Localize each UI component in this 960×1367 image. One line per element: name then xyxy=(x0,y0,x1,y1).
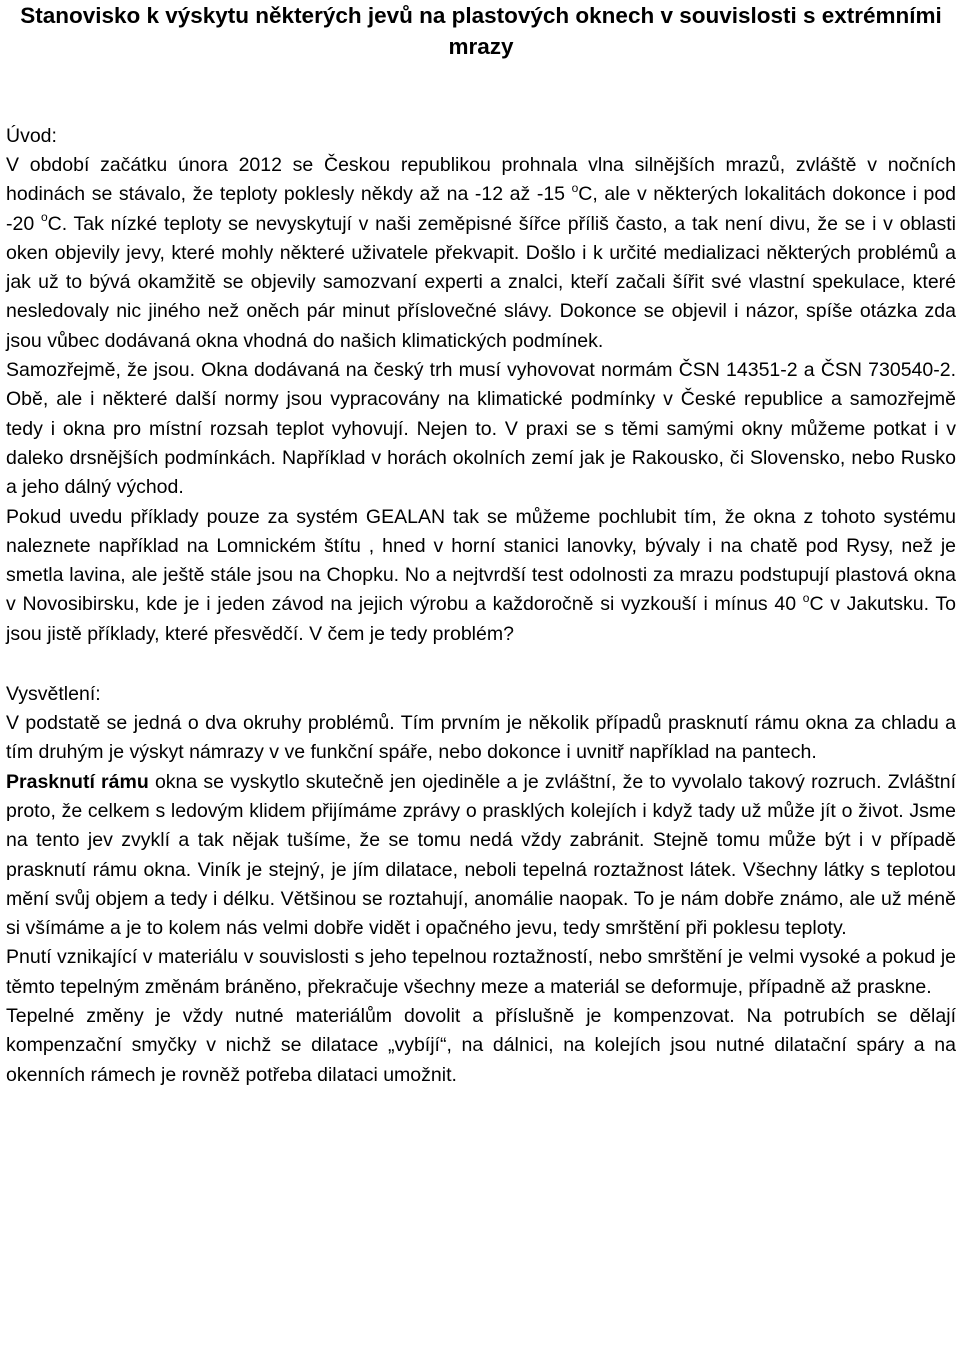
paragraph-explanation-3: Pnutí vznikající v materiálu v souvislosti s jeho tepelnou roztažností, nebo smrštění je velmi vysoké a pokud je těmto tepelným změnám bráněno, překračuje všechny meze a materiál se deformuje, případně až praskne. xyxy=(6,946,956,998)
document-page xyxy=(6,0,956,1090)
section-label-intro: Úvod: xyxy=(6,125,57,147)
paragraph-explanation-1: V podstatě se jedná o dva okruhy problémů. Tím prvním je několik případů prasknutí rámu okna za chladu a tím druhým je výskyt námrazy v ve funkční spáře, nebo dokonce i uvnitř například na pantech. xyxy=(6,712,956,764)
paragraph-intro-2: Samozřejmě, že jsou. Okna dodávaná na český trh musí vyhovovat normám ČSN 14351-2 a ČSN 730540-2. Obě, ale i některé další normy jsou vypracovány na klimatické podmínky v České republice a samozřejmě tedy i okna pro místní rozsah teplot vyhovují. Nejen to. V praxi se s těmi samými okny můžeme potkat i v daleko drsnějších podmínkách. Například v horách okolních zemí jak je Rakousko, či Slovensko, nebo Rusko a jeho dálný východ. xyxy=(6,359,956,499)
paragraph-intro-3: Pokud uvedu příklady pouze za systém GEALAN tak se můžeme pochlubit tím, že okna z tohoto systému naleznete například na Lomnickém štítu , hned v horní stanici lanovky, bývaly i na chatě pod Rysy, než je smetla lavina, ale ještě stále jsou na Chopku. No a nejtvrdší test odolnosti za mrazu podstupují plastová okna v Novosibirsku, kde je i jeden závod na jejich výrobu a každoročně si vyzkouší i mínus 40 $^o$C v Jakutsku. To jsou jistě příklady, které přesvědčí. V čem je tedy problém? xyxy=(6,505,956,645)
section-label-explanation: Vysvětlení: xyxy=(6,683,101,706)
document-title: Stanovisko k výskytu některých jevů na plastových oknech v souvislosti s extrémními mrazy xyxy=(20,3,942,59)
paragraph-explanation-4: Tepelné změny je vždy nutné materiálům dovolit a příslušně je kompenzovat. Na potrubích se dělají kompenzační smyčky v nichž se dilatace „vybíjí“, na dálnici, na kolejích jsou nutné dilatační spáry a na okenních rámech je rovněž potřeba dilataci umožnit. xyxy=(6,1005,956,1086)
section-explanation xyxy=(6,680,956,1090)
paragraph-intro-1: V období začátku února 2012 se Českou republikou prohnala vlna silnějších mrazů, zvláště v nočních hodinách se stávalo, že teploty poklesly někdy až na -12 až -15 $^o$C, ale v některých lokalitách dokonce i pod -20 $^o$C. Tak nízké teploty se nevyskytují v naši zeměpisné šířce příliš často, a tak není divu, že se i v oblasti oken objevily jevy, které mohly některé uživatele překvapit. Došlo i k určité medializaci některých problémů a jak už to bývá okamžitě se objevily samozvaní experti a znalci, kteří začali šířit své vlastní spekulace, které nesledovaly nic jiného než oněch pár minut příslovečné slávy. Dokonce se objevil i názor, spíše otázka zda jsou vůbec dodávaná okna vhodná do našich klimatických podmínek. xyxy=(6,154,957,352)
section-intro xyxy=(6,122,956,649)
paragraph-explanation-2: Prasknutí rámu okna se vyskytlo skutečně jen ojediněle a je zvláštní, že to vyvolalo takový rozruch. Zvláštní proto, že celkem s ledovým klidem přijímáme zprávy o prasklých kolejích i když tady už může jít o život. Jsme na tento jev zvyklí a tak nějak tušíme, že se tomu nedá vždy zabránit. Stejně tomu může být i v případě prasknutí rámu okna. Viník je stejný, je jím dilatace, neboli tepelná roztažnost látek. Všechny látky s teplotou mění svůj objem a tedy i délku. Většinou se roztahují, anomálie naopak. To je nám dobře známo, ale už méně si všímáme a je to kolem nás velmi dobře vidět i opačného jevu, tedy smrštění při poklesu teploty. xyxy=(6,770,956,940)
